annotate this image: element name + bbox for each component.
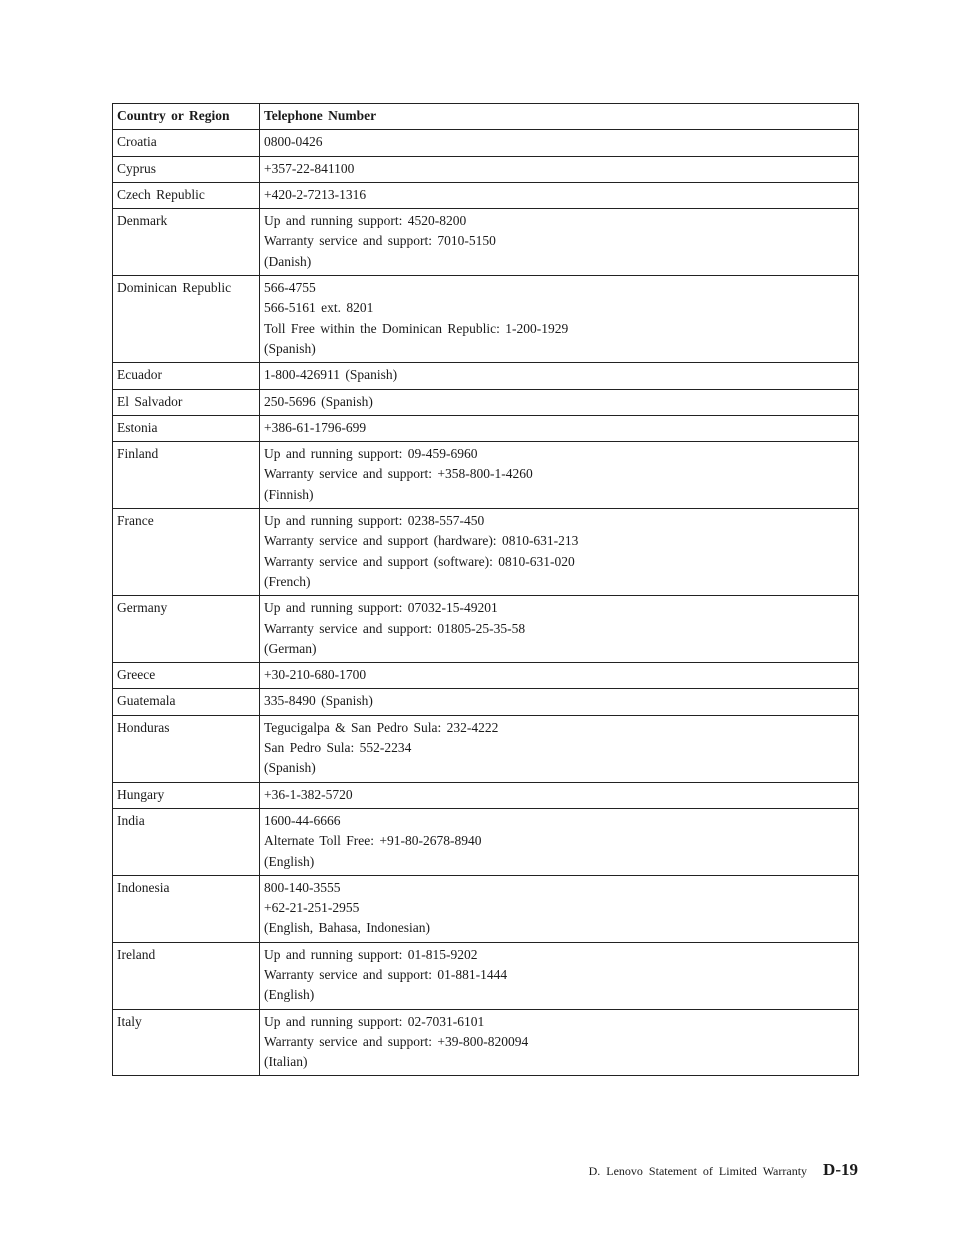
country-cell: Germany bbox=[113, 596, 260, 663]
country-cell: Croatia bbox=[113, 130, 260, 156]
table-row bbox=[113, 1009, 859, 1076]
country-cell: France bbox=[113, 509, 260, 596]
telephone-cell bbox=[260, 442, 859, 509]
telephone-line: 566-4755 bbox=[264, 280, 316, 296]
telephone-line: +36-1-382-5720 bbox=[264, 786, 353, 802]
telephone-cell bbox=[260, 415, 859, 441]
telephone-line: (Spanish) bbox=[264, 760, 316, 776]
telephone-cell bbox=[260, 875, 859, 942]
telephone-line: 0800-0426 bbox=[264, 134, 323, 150]
table-row bbox=[113, 782, 859, 808]
table-row bbox=[113, 156, 859, 182]
table-row bbox=[113, 942, 859, 1009]
telephone-line: Warranty service and support: +358-800-1-4260 bbox=[264, 466, 533, 482]
telephone-line: +357-22-841100 bbox=[264, 160, 355, 176]
telephone-cell bbox=[260, 715, 859, 782]
telephone-cell bbox=[260, 808, 859, 875]
telephone-line: (Finnish) bbox=[264, 486, 314, 502]
telephone-line: (Spanish) bbox=[264, 340, 316, 356]
country-cell: Hungary bbox=[113, 782, 260, 808]
country-cell: Finland bbox=[113, 442, 260, 509]
column-header-telephone: Telephone Number bbox=[260, 104, 859, 130]
telephone-support-table bbox=[112, 103, 859, 1076]
table-row bbox=[113, 663, 859, 689]
telephone-cell bbox=[260, 663, 859, 689]
telephone-line: San Pedro Sula: 552-2234 bbox=[264, 740, 412, 756]
telephone-line: Warranty service and support (hardware): 0810-631-213 bbox=[264, 533, 579, 549]
table-row bbox=[113, 130, 859, 156]
telephone-line: Up and running support: 0238-557-450 bbox=[264, 513, 485, 529]
table-row bbox=[113, 415, 859, 441]
country-cell: Ireland bbox=[113, 942, 260, 1009]
telephone-line: 1-800-426911 (Spanish) bbox=[264, 367, 398, 383]
table-row bbox=[113, 363, 859, 389]
country-cell: Indonesia bbox=[113, 875, 260, 942]
telephone-line: (English) bbox=[264, 853, 315, 869]
telephone-line: 800-140-3555 bbox=[264, 879, 341, 895]
telephone-line: 335-8490 (Spanish) bbox=[264, 693, 373, 709]
country-cell: Greece bbox=[113, 663, 260, 689]
table-row bbox=[113, 442, 859, 509]
table-body bbox=[113, 130, 859, 1076]
telephone-line: Warranty service and support: 7010-5150 bbox=[264, 233, 496, 249]
telephone-cell bbox=[260, 689, 859, 715]
table-row bbox=[113, 509, 859, 596]
telephone-line: Toll Free within the Dominican Republic: 1-200-1929 bbox=[264, 320, 569, 336]
telephone-line: Warranty service and support (software): 0810-631-020 bbox=[264, 553, 575, 569]
telephone-line: Up and running support: 07032-15-49201 bbox=[264, 600, 498, 616]
telephone-cell bbox=[260, 156, 859, 182]
column-header-country: Country or Region bbox=[113, 104, 260, 130]
telephone-cell bbox=[260, 130, 859, 156]
table-header-row bbox=[113, 104, 859, 130]
country-cell: Denmark bbox=[113, 209, 260, 276]
table-row bbox=[113, 389, 859, 415]
country-cell: Estonia bbox=[113, 415, 260, 441]
telephone-line: 566-5161 ext. 8201 bbox=[264, 300, 374, 316]
telephone-cell bbox=[260, 276, 859, 363]
telephone-line: 250-5696 (Spanish) bbox=[264, 393, 373, 409]
country-cell: Honduras bbox=[113, 715, 260, 782]
telephone-line: Alternate Toll Free: +91-80-2678-8940 bbox=[264, 833, 482, 849]
telephone-cell bbox=[260, 509, 859, 596]
telephone-line: (Italian) bbox=[264, 1054, 308, 1070]
telephone-cell bbox=[260, 363, 859, 389]
table-row bbox=[113, 689, 859, 715]
country-cell: Guatemala bbox=[113, 689, 260, 715]
country-cell: Czech Republic bbox=[113, 182, 260, 208]
telephone-line: Up and running support: 02-7031-6101 bbox=[264, 1013, 485, 1029]
telephone-line: +62-21-251-2955 bbox=[264, 900, 360, 916]
table-row bbox=[113, 276, 859, 363]
telephone-line: +420-2-7213-1316 bbox=[264, 186, 367, 202]
telephone-line: (Danish) bbox=[264, 253, 312, 269]
country-cell: Italy bbox=[113, 1009, 260, 1076]
page-footer bbox=[589, 1160, 858, 1180]
telephone-line: (English, Bahasa, Indonesian) bbox=[264, 920, 430, 936]
telephone-line: (English) bbox=[264, 987, 315, 1003]
table-row bbox=[113, 808, 859, 875]
table-row bbox=[113, 209, 859, 276]
telephone-cell bbox=[260, 209, 859, 276]
telephone-cell bbox=[260, 942, 859, 1009]
telephone-cell bbox=[260, 182, 859, 208]
telephone-line: Warranty service and support: 01-881-1444 bbox=[264, 966, 508, 982]
table-row bbox=[113, 182, 859, 208]
telephone-line: 1600-44-6666 bbox=[264, 812, 341, 828]
footer-section-title: D. Lenovo Statement of Limited Warranty bbox=[588, 1164, 808, 1178]
telephone-cell bbox=[260, 389, 859, 415]
telephone-cell bbox=[260, 596, 859, 663]
table-row bbox=[113, 875, 859, 942]
telephone-line: (German) bbox=[264, 640, 317, 656]
table-row bbox=[113, 596, 859, 663]
telephone-cell bbox=[260, 1009, 859, 1076]
telephone-line: Warranty service and support: +39-800-820094 bbox=[264, 1033, 529, 1049]
table-row bbox=[113, 715, 859, 782]
page-number: D-19 bbox=[823, 1160, 858, 1179]
country-cell: India bbox=[113, 808, 260, 875]
telephone-line: Tegucigalpa & San Pedro Sula: 232-4222 bbox=[264, 719, 499, 735]
telephone-line: Warranty service and support: 01805-25-35-58 bbox=[264, 620, 526, 636]
country-cell: Ecuador bbox=[113, 363, 260, 389]
telephone-line: +30-210-680-1700 bbox=[264, 667, 367, 683]
telephone-line: Up and running support: 01-815-9202 bbox=[264, 946, 478, 962]
country-cell: Cyprus bbox=[113, 156, 260, 182]
country-cell: El Salvador bbox=[113, 389, 260, 415]
telephone-line: Up and running support: 4520-8200 bbox=[264, 213, 467, 229]
telephone-line: (French) bbox=[264, 573, 311, 589]
telephone-line: +386-61-1796-699 bbox=[264, 419, 367, 435]
country-cell: Dominican Republic bbox=[113, 276, 260, 363]
telephone-line: Up and running support: 09-459-6960 bbox=[264, 446, 478, 462]
telephone-cell bbox=[260, 782, 859, 808]
